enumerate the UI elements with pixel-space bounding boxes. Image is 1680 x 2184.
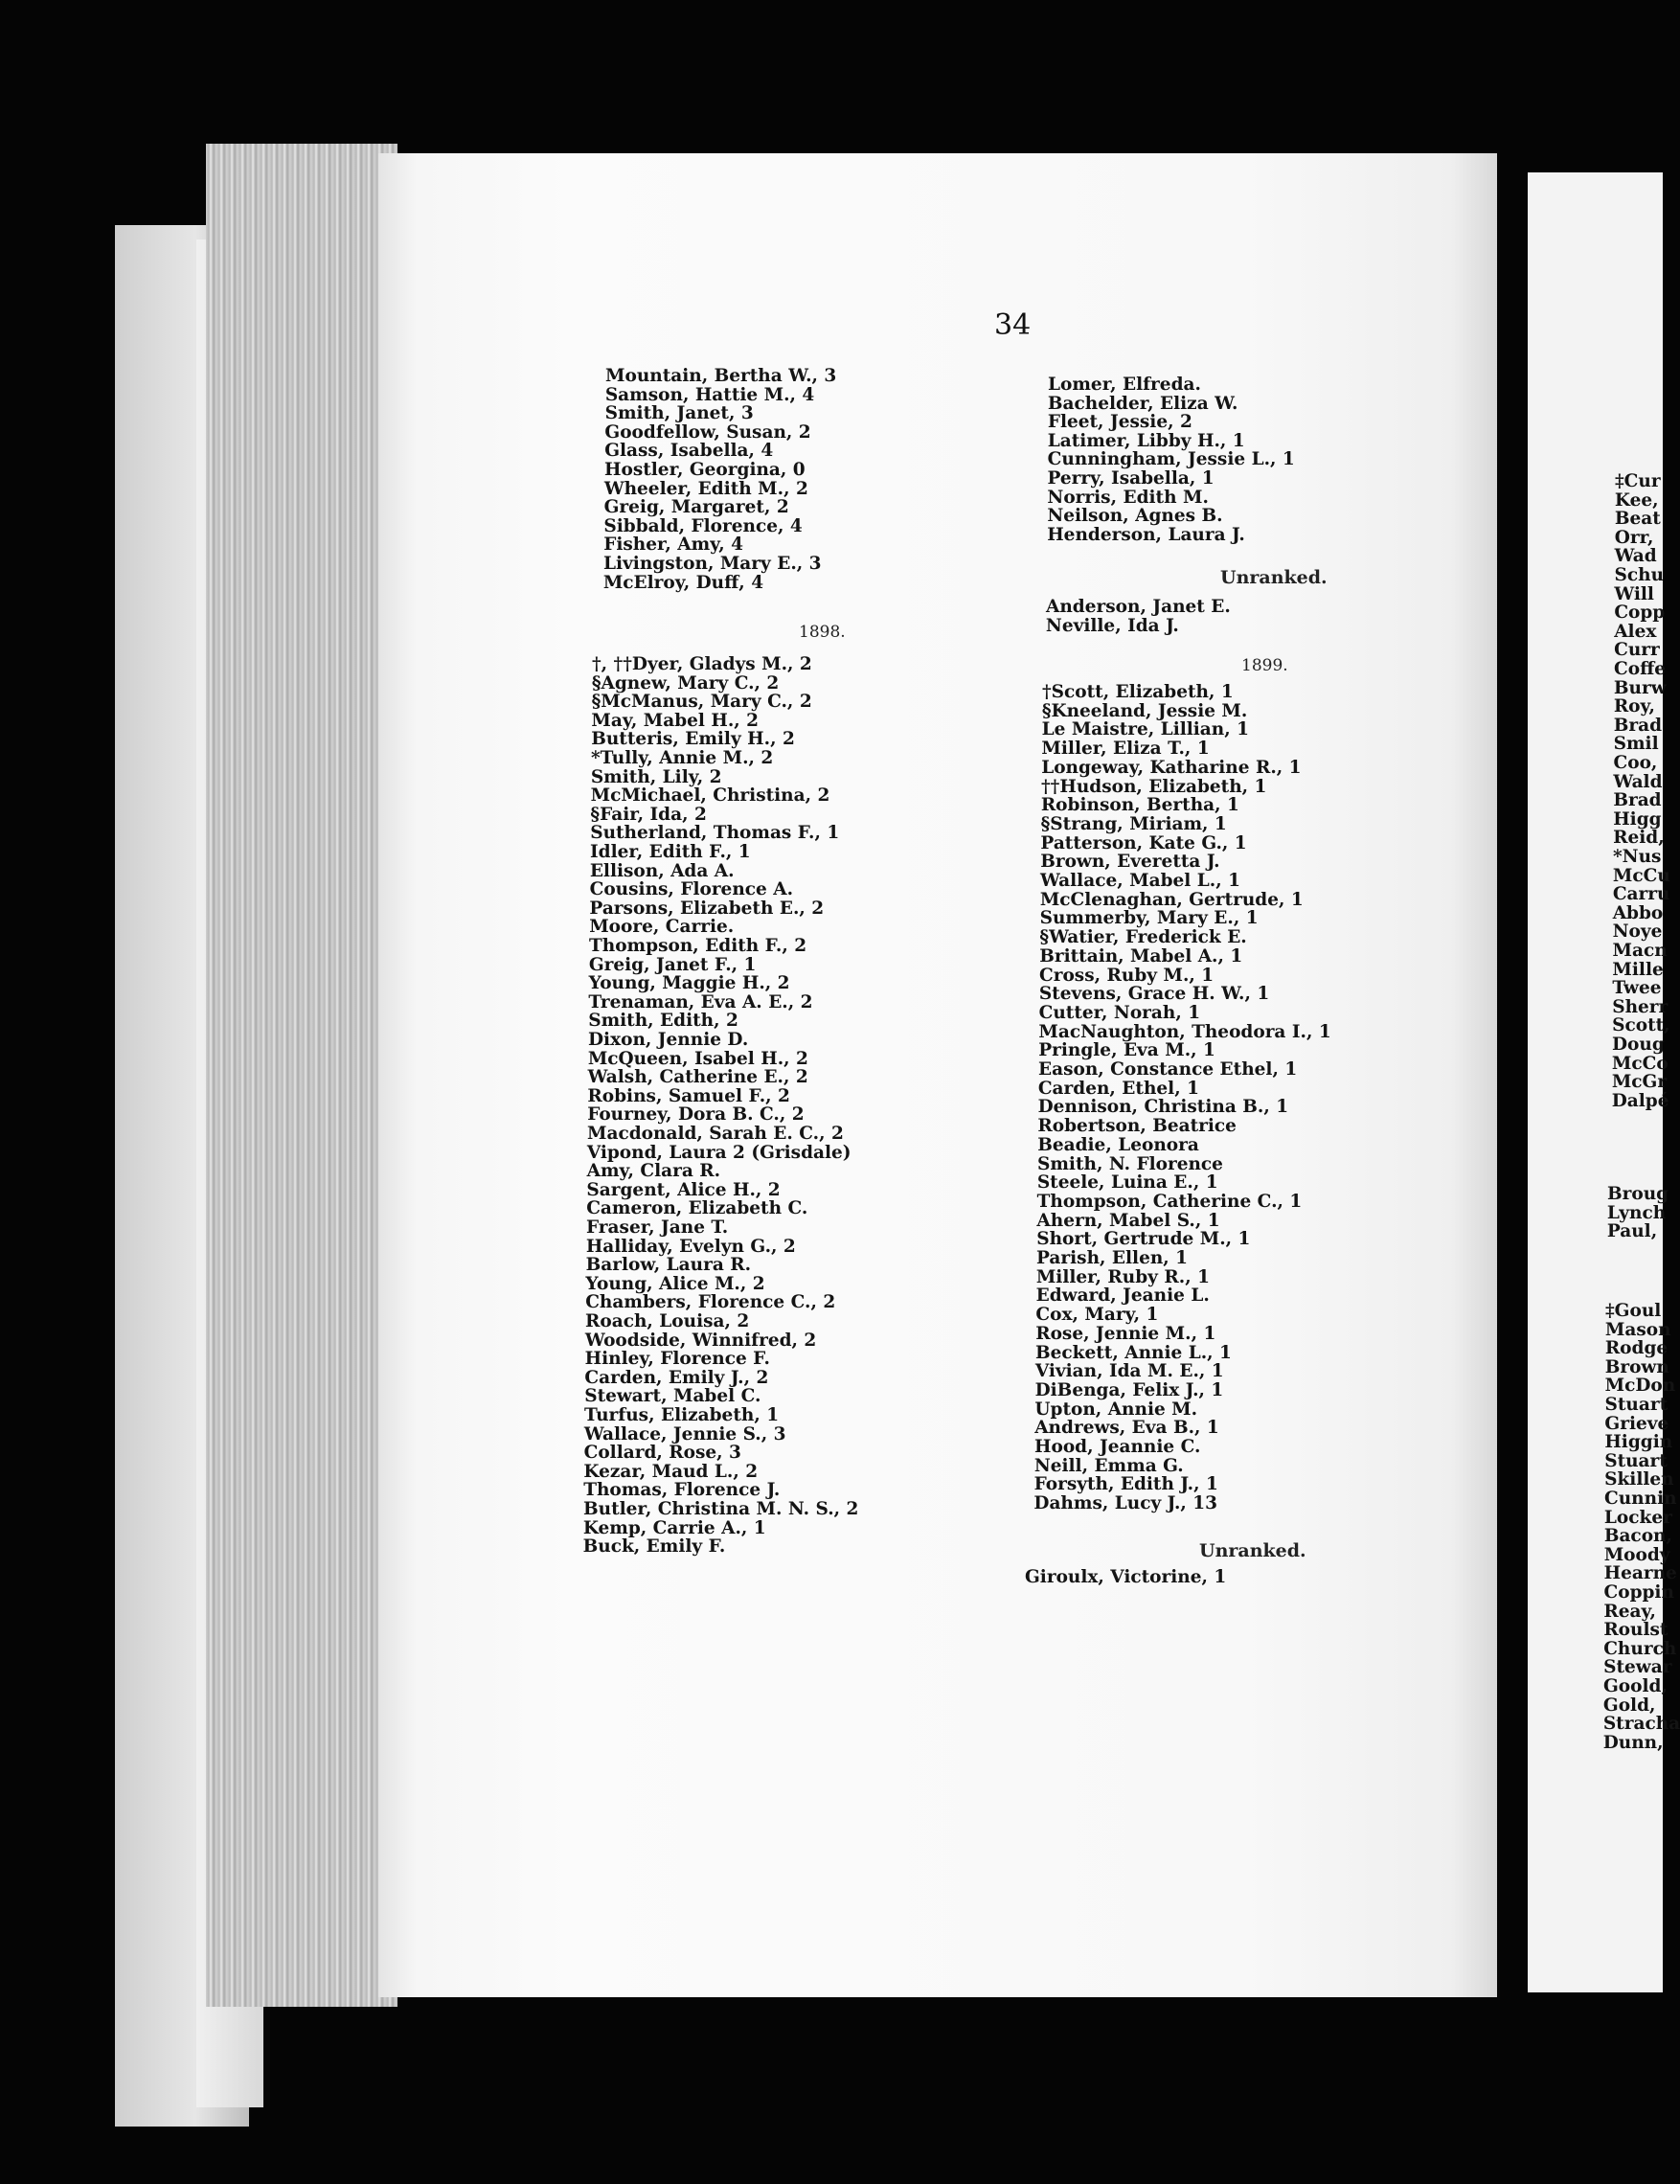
list-item: ‡Goul xyxy=(1605,1301,1662,1321)
list-item: Steele, Luina E., 1 xyxy=(1036,1172,1218,1194)
list-item: Parish, Ellen, 1 xyxy=(1036,1248,1189,1268)
list-item: Smith, Edith, 2 xyxy=(588,1011,738,1032)
list-item: §Watier, Frederick E. xyxy=(1039,927,1247,948)
list-item: Lynch xyxy=(1606,1202,1667,1223)
list-item: Gold, xyxy=(1602,1695,1656,1716)
list-item: Ahern, Mabel S., 1 xyxy=(1036,1210,1220,1231)
list-item: Will xyxy=(1614,583,1654,604)
list-item: §Strang, Miriam, 1 xyxy=(1040,813,1227,834)
list-item: *Nus xyxy=(1613,847,1662,867)
list-item: Henderson, Laura J. xyxy=(1047,524,1245,545)
list-item: Thompson, Catherine C., 1 xyxy=(1036,1191,1303,1212)
list-item: Curr xyxy=(1614,640,1660,661)
list-item: Halliday, Evelyn G., 2 xyxy=(585,1236,796,1257)
list-item: Coppin xyxy=(1603,1582,1674,1603)
list-item: Walsh, Catherine E., 2 xyxy=(587,1067,808,1088)
page-edges xyxy=(206,144,397,2007)
list-item: Bachelder, Eliza W. xyxy=(1047,393,1238,414)
list-item: Carden, Ethel, 1 xyxy=(1037,1078,1199,1099)
list-item: Smil xyxy=(1613,734,1659,755)
list-item: ‡Cur xyxy=(1615,471,1661,491)
list-item: §Kneeland, Jessie M. xyxy=(1041,700,1248,721)
list-item: Kemp, Carrie A., 1 xyxy=(582,1517,766,1538)
list-item: Neville, Ida J. xyxy=(1045,615,1179,636)
list-item: Hinley, Florence F. xyxy=(584,1349,770,1370)
list-item: Dunn, xyxy=(1602,1732,1664,1753)
list-item: Cousins, Florence A. xyxy=(589,879,794,900)
list-item: Beat xyxy=(1614,509,1661,530)
list-item: Neilson, Agnes B. xyxy=(1047,506,1223,527)
list-item: Wallace, Jennie S., 3 xyxy=(583,1423,786,1445)
list-item: Stracha xyxy=(1602,1714,1680,1735)
list-item: Roulst xyxy=(1603,1620,1669,1641)
list-item: Greig, Margaret, 2 xyxy=(603,497,789,518)
list-item: Hostler, Georgina, 0 xyxy=(604,460,806,480)
list-item: Robinson, Bertha, 1 xyxy=(1040,795,1239,816)
list-item: Smith, Janet, 3 xyxy=(604,403,754,424)
list-item: Locker xyxy=(1603,1507,1672,1528)
list-item: Andrews, Eva B., 1 xyxy=(1034,1418,1219,1439)
list-item: Stewart, Mabel C. xyxy=(584,1386,761,1407)
list-item: Mountain, Bertha W., 3 xyxy=(605,366,837,386)
list-item: Burw xyxy=(1613,677,1667,698)
list-item: Twee xyxy=(1612,978,1662,999)
list-item: Coffe xyxy=(1614,659,1667,679)
list-item: May, Mabel H., 2 xyxy=(591,710,760,731)
list-item: Fisher, Amy, 4 xyxy=(603,535,743,556)
list-item: Doug xyxy=(1612,1035,1665,1055)
list-item: Vipond, Laura 2 (Grisdale) xyxy=(586,1142,851,1163)
list-item: Bacon, xyxy=(1603,1526,1672,1547)
list-item: McClenaghan, Gertrude, 1 xyxy=(1039,889,1304,910)
list-item: Robertson, Beatrice xyxy=(1037,1116,1237,1137)
list-item: Roach, Louisa, 2 xyxy=(585,1311,750,1331)
list-item: Fraser, Jane T. xyxy=(586,1217,729,1238)
list-item: Amy, Clara R. xyxy=(586,1161,721,1182)
list-item: Kee, xyxy=(1614,489,1659,511)
list-item: Hearne xyxy=(1603,1563,1677,1584)
list-item: Moody xyxy=(1603,1544,1670,1565)
list-item: Macdonald, Sarah E. C., 2 xyxy=(587,1124,844,1144)
list-item: Roy, xyxy=(1613,696,1655,717)
list-item: Longeway, Katharine R., 1 xyxy=(1041,757,1302,778)
list-item: Miller, Ruby R., 1 xyxy=(1035,1266,1210,1287)
list-item: Young, Alice M., 2 xyxy=(585,1273,765,1294)
list-item: §Fair, Ida, 2 xyxy=(590,804,707,825)
list-item: §McManus, Mary C., 2 xyxy=(591,692,812,713)
list-item: Brad xyxy=(1613,715,1663,736)
list-item: Macn xyxy=(1612,941,1668,961)
list-item: Stuart xyxy=(1604,1395,1669,1415)
list-item: McDon xyxy=(1604,1376,1676,1397)
list-item: Robins, Samuel F., 2 xyxy=(587,1085,790,1106)
list-item: Sherr xyxy=(1612,996,1669,1017)
list-item: Edward, Jeanie L. xyxy=(1035,1285,1210,1307)
list-item: Skillen xyxy=(1604,1469,1674,1490)
list-item: Hood, Jeannie C. xyxy=(1034,1437,1201,1457)
list-item: Collard, Rose, 3 xyxy=(583,1443,741,1464)
page-number: 34 xyxy=(994,308,1032,342)
list-item: Paul, xyxy=(1606,1221,1658,1242)
list-item: †Scott, Elizabeth, 1 xyxy=(1042,682,1234,702)
list-item: DiBenga, Felix J., 1 xyxy=(1034,1379,1224,1400)
list-item: Wallace, Mabel L., 1 xyxy=(1040,871,1240,891)
list-item: Brad xyxy=(1613,790,1662,811)
list-item: Stevens, Grace H. W., 1 xyxy=(1038,984,1270,1005)
list-item: Thomas, Florence J. xyxy=(583,1480,781,1501)
unranked-heading-1: Unranked. xyxy=(1220,567,1328,588)
list-item: Cox, Mary, 1 xyxy=(1035,1305,1159,1326)
list-item: Dennison, Christina B., 1 xyxy=(1037,1097,1289,1118)
list-item: Wad xyxy=(1614,546,1657,567)
list-item: Rose, Jennie M., 1 xyxy=(1035,1323,1216,1344)
list-item: †, ††Dyer, Gladys M., 2 xyxy=(592,654,812,674)
list-item: Coo, xyxy=(1613,753,1658,773)
list-item: ††Hudson, Elizabeth, 1 xyxy=(1041,776,1267,797)
list-item: Greig, Janet F., 1 xyxy=(588,954,757,975)
list-item: Samson, Hattie M., 4 xyxy=(604,384,815,405)
list-item: Brittain, Mabel A., 1 xyxy=(1039,945,1243,967)
list-item: Cunnin xyxy=(1604,1489,1677,1509)
list-item: Upton, Annie M. xyxy=(1034,1399,1198,1420)
list-item: Church xyxy=(1603,1638,1677,1659)
list-item: Dalpé xyxy=(1611,1090,1669,1111)
list-item: Wald xyxy=(1613,771,1663,792)
list-item: Le Maistre, Lillian, 1 xyxy=(1041,719,1249,740)
list-item: Patterson, Kate G., 1 xyxy=(1040,832,1247,853)
unranked-heading-2: Unranked. xyxy=(1199,1540,1306,1561)
list-item: Broug xyxy=(1607,1184,1669,1204)
list-item: Beckett, Annie L., 1 xyxy=(1035,1342,1232,1363)
list-item: Miller, Eliza T., 1 xyxy=(1041,739,1210,760)
list-item: Cutter, Norah, 1 xyxy=(1038,1002,1201,1023)
list-item: Smith, Lily, 2 xyxy=(590,766,722,787)
main-page xyxy=(378,153,1497,1997)
list-item: Summerby, Mary E., 1 xyxy=(1039,908,1259,929)
list-item: Sargent, Alice H., 2 xyxy=(586,1179,781,1200)
list-item: Woodside, Winnifred, 2 xyxy=(584,1330,817,1351)
list-item: Mason xyxy=(1604,1319,1671,1340)
list-item: Dahms, Lucy J., 13 xyxy=(1033,1493,1218,1514)
list-item: Noye xyxy=(1612,921,1663,943)
list-item: Scott, xyxy=(1612,1015,1670,1036)
list-item: Sibbald, Florence, 4 xyxy=(603,515,803,536)
list-item: Rodge xyxy=(1604,1338,1669,1359)
list-item: McCu xyxy=(1612,865,1670,886)
list-item: Butler, Christina M. N. S., 2 xyxy=(583,1499,859,1519)
list-item: Sutherland, Thomas F., 1 xyxy=(590,823,840,844)
list-item: Ellison, Ada A. xyxy=(589,860,735,881)
list-item: Reay, xyxy=(1603,1601,1656,1622)
list-item: Copp xyxy=(1614,603,1666,624)
list-item: McQueen, Isabel H., 2 xyxy=(587,1048,808,1069)
list-item: Cross, Ruby M., 1 xyxy=(1039,965,1215,986)
list-item: Reid, xyxy=(1613,828,1665,849)
list-item: Butteris, Emily H., 2 xyxy=(591,729,795,750)
list-item: Alex xyxy=(1614,621,1657,642)
list-item: Forsyth, Edith J., 1 xyxy=(1033,1474,1218,1495)
list-item: §Agnew, Mary C., 2 xyxy=(591,672,780,694)
list-item: Lomer, Elfreda. xyxy=(1048,375,1201,395)
list-item: Norris, Edith M. xyxy=(1047,487,1209,508)
list-item: Stuart xyxy=(1604,1450,1668,1471)
list-item: Latimer, Libby H., 1 xyxy=(1047,430,1245,451)
list-item: McMichael, Christina, 2 xyxy=(590,785,830,807)
list-item: MacNaughton, Theodora I., 1 xyxy=(1038,1021,1331,1042)
list-item: Wheeler, Edith M., 2 xyxy=(603,478,808,499)
list-item: McCo xyxy=(1611,1053,1669,1074)
list-item: Young, Maggie H., 2 xyxy=(588,973,790,994)
list-item: *Tully, Annie M., 2 xyxy=(591,748,774,768)
list-item: Turfus, Elizabeth, 1 xyxy=(584,1405,780,1425)
list-item: Kezar, Maud L., 2 xyxy=(583,1461,759,1482)
list-item: Chambers, Florence C., 2 xyxy=(585,1292,836,1313)
list-item: Eason, Constance Ethel, 1 xyxy=(1038,1059,1298,1080)
list-item: Abbo xyxy=(1612,902,1664,923)
list-item: Barlow, Laura R. xyxy=(585,1255,752,1276)
list-item: Brown xyxy=(1604,1356,1669,1377)
list-item: McElroy, Duff, 4 xyxy=(602,572,764,593)
list-item: Smith, N. Florence xyxy=(1037,1153,1223,1174)
list-item: Idler, Edith F., 1 xyxy=(590,842,751,862)
list-item: Fleet, Jessie, 2 xyxy=(1047,412,1192,433)
list-item: Carru xyxy=(1612,884,1670,905)
list-item: Goodfellow, Susan, 2 xyxy=(604,421,811,443)
list-item: Anderson, Janet E. xyxy=(1046,597,1231,617)
list-item: Carden, Emily J., 2 xyxy=(584,1367,769,1388)
list-item: McGr xyxy=(1611,1072,1668,1093)
list-item: Dixon, Jennie D. xyxy=(588,1030,749,1050)
list-item: Cameron, Elizabeth C. xyxy=(586,1198,808,1219)
list-item: Livingston, Mary E., 3 xyxy=(603,554,822,574)
list-item: Higgin xyxy=(1604,1432,1673,1453)
list-item: Orr, xyxy=(1614,527,1654,548)
list-item: Stewar xyxy=(1603,1657,1672,1678)
list-item: Goold, xyxy=(1603,1676,1668,1696)
list-item: Schu xyxy=(1614,565,1665,585)
list-item: Thompson, Edith F., 2 xyxy=(589,936,807,956)
list-item: Short, Gertrude M., 1 xyxy=(1036,1229,1251,1250)
list-item: Neill, Emma G. xyxy=(1033,1455,1184,1476)
list-item: Mille xyxy=(1612,959,1664,980)
list-item: Vivian, Ida M. E., 1 xyxy=(1034,1361,1224,1382)
list-item: Buck, Emily F. xyxy=(582,1536,726,1558)
list-item: Grieve xyxy=(1604,1413,1669,1434)
list-item: Parsons, Elizabeth E., 2 xyxy=(589,898,825,919)
list-item: Pringle, Eva M., 1 xyxy=(1038,1040,1215,1061)
list-item: Cunningham, Jessie L., 1 xyxy=(1047,449,1295,470)
list-item: Glass, Isabella, 4 xyxy=(604,441,774,462)
year-heading-1899: 1899. xyxy=(1241,656,1288,675)
list-item: Giroulx, Victorine, 1 xyxy=(1025,1567,1227,1587)
list-item: Trenaman, Eva A. E., 2 xyxy=(588,991,813,1012)
list-item: Beadie, Leonora xyxy=(1037,1134,1199,1155)
list-item: Moore, Carrie. xyxy=(589,917,735,938)
list-item: Fourney, Dora B. C., 2 xyxy=(587,1104,805,1126)
list-item: Higg xyxy=(1613,808,1662,830)
list-item: Brown, Everetta J. xyxy=(1040,852,1220,873)
year-heading-1898: 1898. xyxy=(799,623,846,642)
list-item: Perry, Isabella, 1 xyxy=(1047,468,1215,489)
